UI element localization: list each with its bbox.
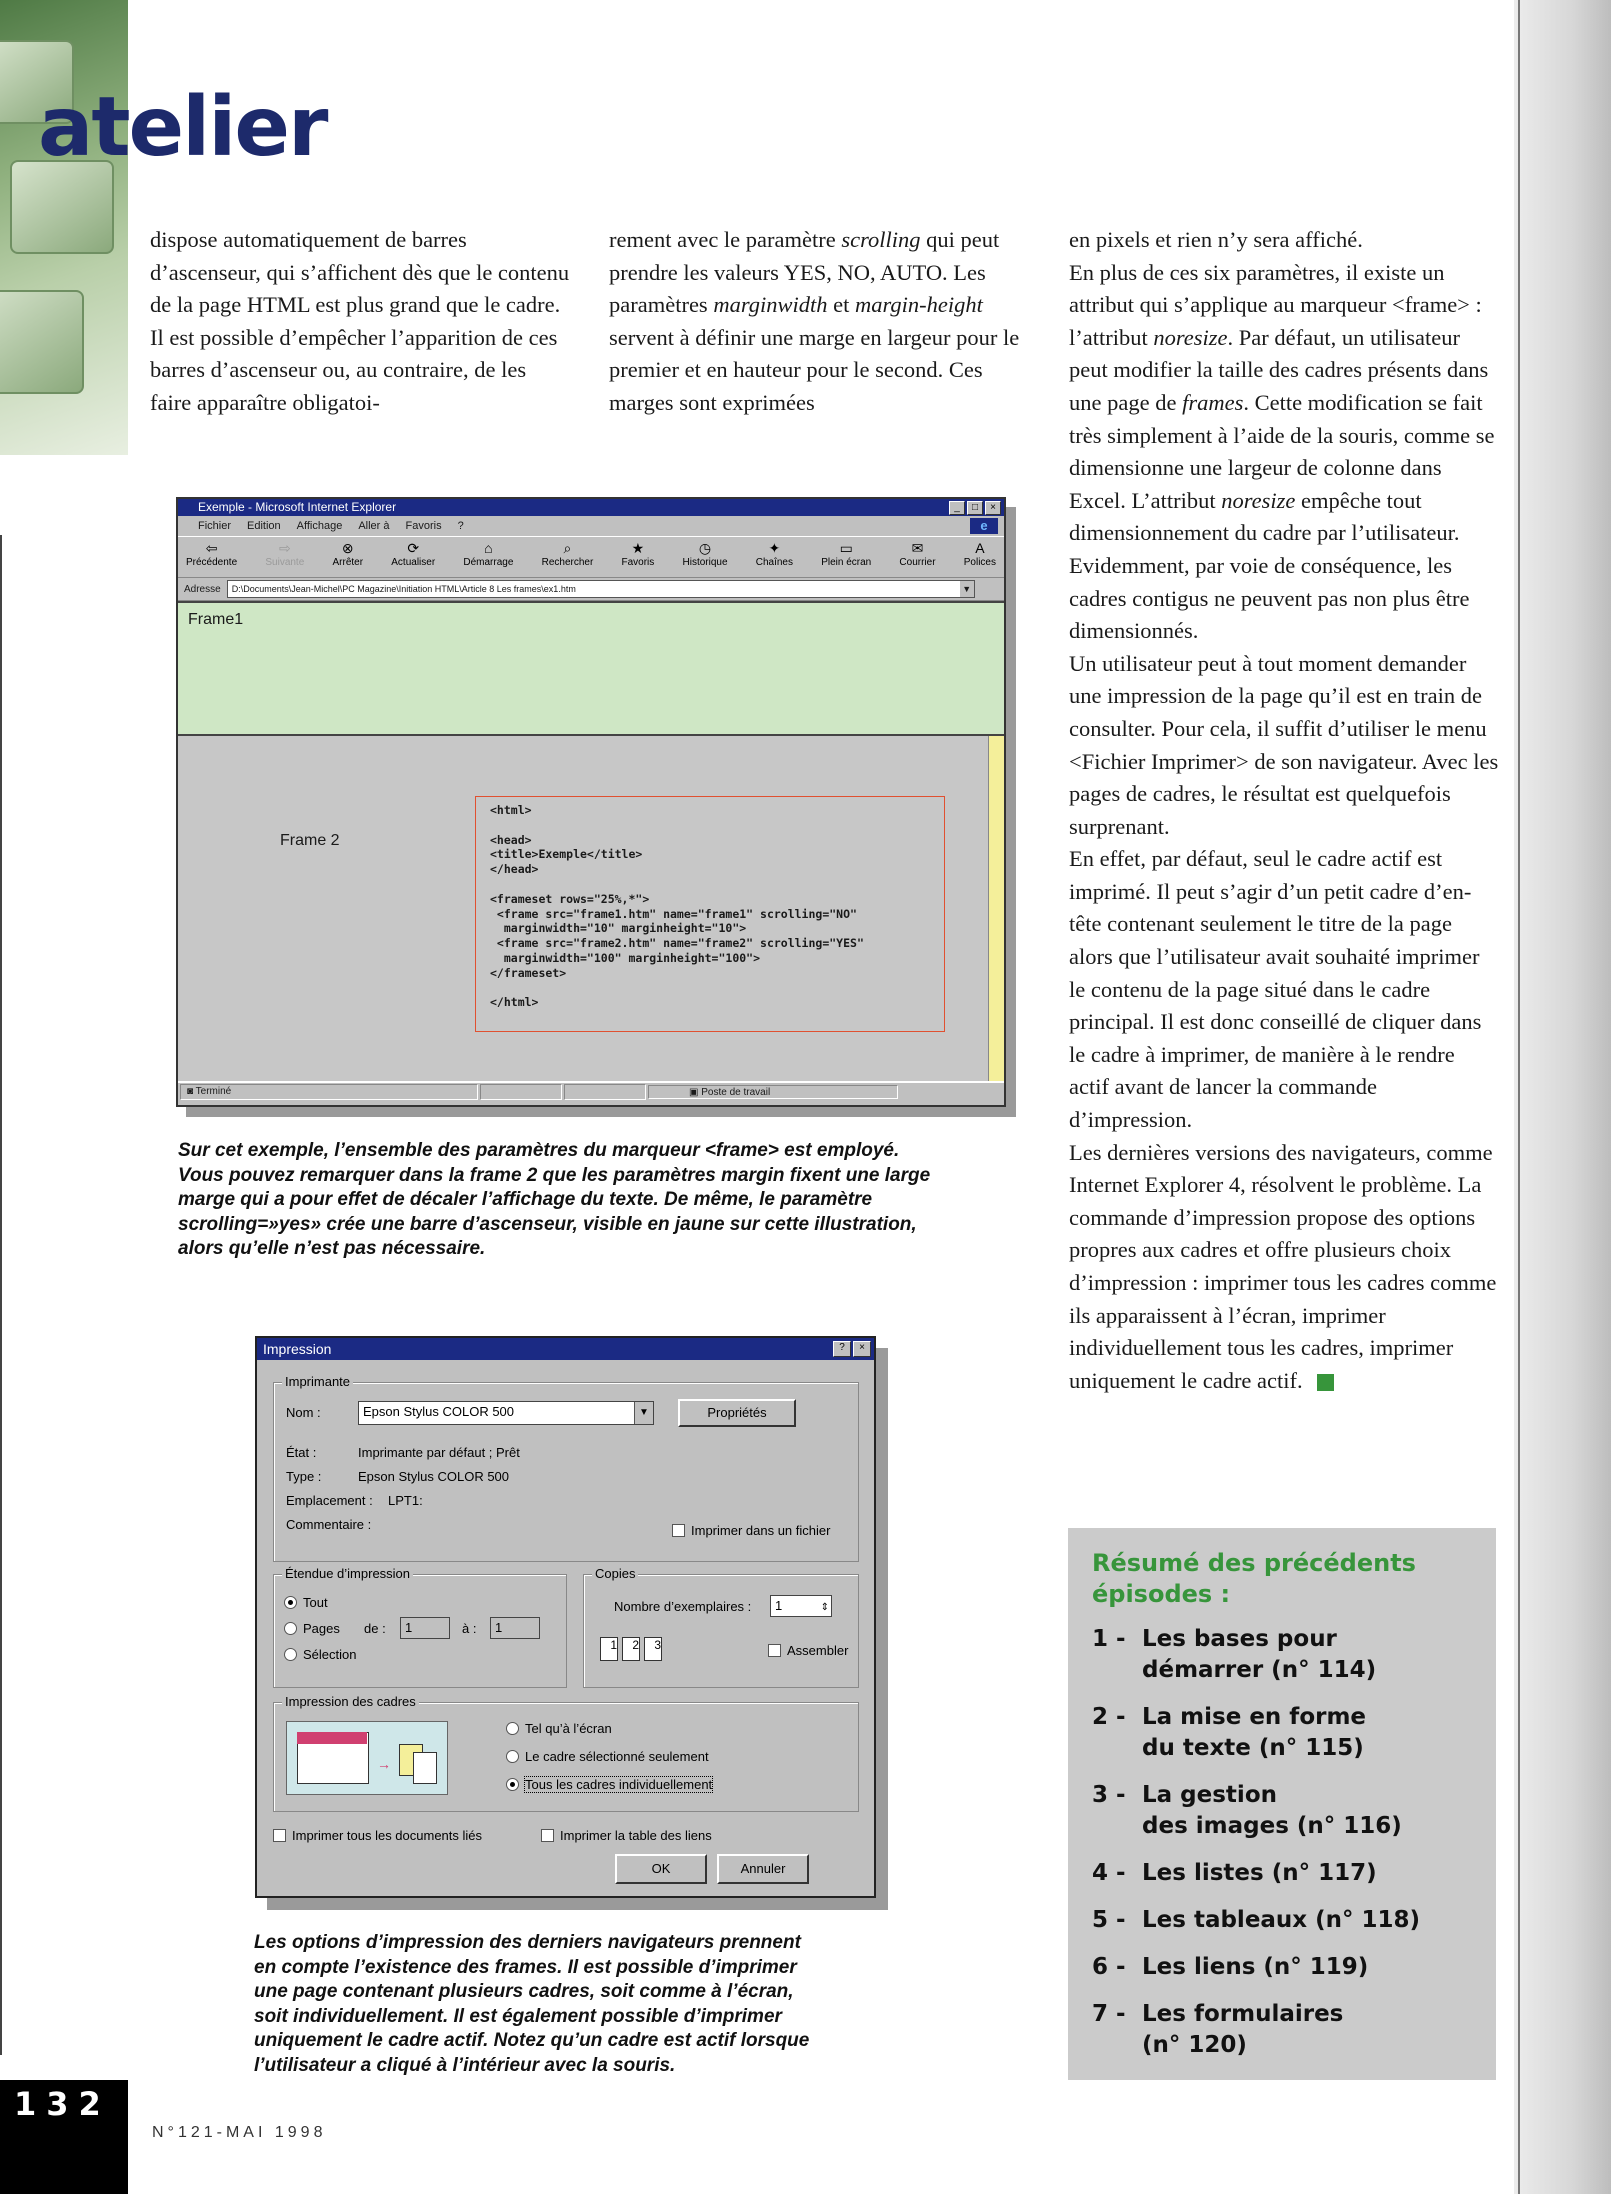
- status-text: ◙ Terminé: [180, 1084, 478, 1100]
- paragraph: rement avec le paramètre scrolling qui peut prendre les valeurs YES, NO, AUTO. Les paramètres marginwidth et margin-height servent à définir une marge en largeur pour le premier et en hauteur pour le second. Ces marges sont exprimées: [609, 227, 1020, 415]
- sidebar-title: Résumé des précédents épisodes :: [1092, 1549, 1416, 1608]
- figure-caption-1: Sur cet exemple, l’ensemble des paramètres du marqueur <frame> est employé. Vous pouvez remarquer dans la frame 2 que les paramètres margin fixent une large marge qui a pour effet de décaler l’affichage du texte. De même, le paramètre scrolling=»yes» crée une barre d’ascenseur, visible en jaune sur cette illustration, alors qu’elle n’est pas nécessaire.: [178, 1140, 931, 1259]
- stop-button[interactable]: ⊗ Arrêter: [332, 540, 364, 568]
- keyboard-key-shape: [0, 290, 84, 394]
- list-item: 5 - Les tableaux (n° 118): [1092, 1907, 1421, 1933]
- frames-selected-only-radio[interactable]: Le cadre sélectionné seulement: [506, 1749, 709, 1764]
- refresh-icon: ⟳: [407, 540, 420, 556]
- print-range-group: [273, 1566, 567, 1688]
- properties-button[interactable]: Propriétés: [678, 1399, 796, 1427]
- location-value: LPT1:: [388, 1493, 423, 1508]
- frames-print-group: [273, 1694, 859, 1812]
- collate-pages-icon: 1 2 3: [600, 1637, 662, 1661]
- list-item: 2 - La mise en forme du texte (n° 115): [1092, 1704, 1367, 1761]
- fullscreen-button[interactable]: ▭ Plein écran: [821, 540, 872, 568]
- menu-item-help[interactable]: ?: [457, 520, 464, 532]
- menu-item-favoris[interactable]: Favoris: [405, 520, 442, 532]
- state-label: État :: [286, 1445, 317, 1460]
- list-item: 3 - La gestion des images (n° 116): [1092, 1782, 1402, 1839]
- group-label: Copies: [592, 1566, 638, 1581]
- body-column-2: [609, 224, 1039, 420]
- printer-select[interactable]: Epson Stylus COLOR 500 ▼: [358, 1401, 654, 1425]
- page-icon: ◙: [187, 1086, 196, 1097]
- ie-menu-bar: [178, 516, 1004, 536]
- type-label: Type :: [286, 1469, 322, 1484]
- copies-stepper[interactable]: 1 ⇕: [770, 1595, 832, 1617]
- range-all-radio[interactable]: Tout: [284, 1595, 328, 1610]
- favorites-icon: ★: [631, 540, 645, 556]
- to-page-input[interactable]: 1: [490, 1617, 540, 1639]
- frames-individually-radio[interactable]: Tous les cadres individuellement: [506, 1777, 712, 1792]
- group-label: Étendue d’impression: [282, 1566, 413, 1581]
- list-item: 6 - Les liens (n° 119): [1092, 1954, 1369, 1980]
- paragraph: dispose automatiquement de barres d’ascenseur, qui s’affichent dès que le contenu de la page HTML est plus grand que le cadre. Il est possible d’empêcher l’apparition de ces barres d’ascenseur ou, au contraire, de les faire apparaître obligatoi-: [150, 227, 570, 415]
- channels-button[interactable]: ✦ Chaînes: [755, 540, 793, 568]
- section-title: atelier: [38, 80, 327, 175]
- print-linked-docs-checkbox[interactable]: Imprimer tous les documents liés: [273, 1828, 482, 1843]
- refresh-button[interactable]: ⟳ Actualiser: [391, 540, 436, 568]
- vertical-scrollbar[interactable]: [988, 736, 1004, 1081]
- name-label: Nom :: [286, 1405, 321, 1420]
- stop-icon: ⊗: [341, 540, 354, 556]
- from-page-input[interactable]: 1: [400, 1617, 450, 1639]
- collate-checkbox[interactable]: Assembler: [768, 1643, 848, 1658]
- paragraph: En plus de ces six paramètres, il existe un attribut qui s’applique au marqueur <frame> : l’attribut noresize. Par défaut, un utilisateur peut modifier la taille des cadres présents dans une page de frames. Cette modification se fait très simplement à l’aide de la souris, comme se dimensionne une largeur de colonne dans Excel. L’attribut noresize empêche tout dimensionnement du cadre par l’utilisateur. Evidemment, par voie de conséquence, les cadres contigus ne peuvent pas non plus être dimensionnés.: [1069, 259, 1495, 644]
- ok-button[interactable]: OK: [615, 1854, 707, 1884]
- menu-item-fichier[interactable]: Fichier: [198, 520, 232, 532]
- copies-label: Nombre d’exemplaires :: [614, 1599, 752, 1614]
- header-keyboard-image: [0, 0, 128, 455]
- status-cell: [480, 1084, 562, 1100]
- print-to-file-checkbox[interactable]: Imprimer dans un fichier: [672, 1523, 830, 1538]
- maximize-button[interactable]: □: [967, 501, 983, 515]
- end-mark-square: [1317, 1374, 1334, 1391]
- html-code-listing: <html> <head> <title>Exemple</title> </head> <frameset rows="25%,*"> <frame src="frame1.htm" name="frame1" scrolling="NO" marginwidth="10" marginheight="10"> <frame src="frame2.htm" name="frame2" scrolling="YES" marginwidth="100" marginheight="100"> </frameset> </html>: [475, 796, 945, 1032]
- mail-icon: ✉: [911, 540, 924, 556]
- chevron-down-icon[interactable]: ▼: [634, 1402, 653, 1424]
- close-button[interactable]: ×: [985, 501, 1001, 515]
- range-pages-radio[interactable]: Pages: [284, 1621, 340, 1636]
- printer-group: [273, 1374, 859, 1562]
- ie-title: Exemple - Microsoft Internet Explorer: [198, 500, 397, 514]
- frame2-area: [178, 736, 1004, 1081]
- forward-button[interactable]: ⇨ Suivante: [265, 540, 305, 568]
- fullscreen-icon: ▭: [839, 540, 853, 556]
- issue-info: N°121-MAI 1998: [152, 2124, 327, 2141]
- paragraph: Les dernières versions des navigateurs, comme Internet Explorer 4, résolvent le problème. La commande d’impression propose des options propres aux cadres et offre plusieurs choix d’impression : imprimer tous les cadres comme ils apparaissent à l’écran, imprimer individuellement tous les cadres, imprimer uniquement le cadre actif.: [1069, 1139, 1497, 1393]
- dialog-title-bar: [257, 1338, 874, 1360]
- history-button[interactable]: ◷ Historique: [682, 540, 728, 568]
- from-label: de :: [364, 1621, 386, 1636]
- list-item: 7 - Les formulaires (n° 120): [1092, 2001, 1344, 2058]
- paragraph: en pixels et rien n’y sera affiché.: [1069, 227, 1363, 252]
- frames-preview-icon: →: [286, 1721, 448, 1795]
- page-edge: [1514, 0, 1611, 2194]
- menu-item-edition[interactable]: Edition: [247, 520, 281, 532]
- ie-window-screenshot: [176, 497, 1006, 1107]
- channels-icon: ✦: [768, 540, 781, 556]
- home-icon: ⌂: [484, 540, 493, 556]
- address-bar: [178, 578, 1004, 601]
- back-button[interactable]: ⇦ Précédente: [186, 540, 238, 568]
- print-links-table-checkbox[interactable]: Imprimer la table des liens: [541, 1828, 712, 1843]
- minimize-button[interactable]: _: [949, 501, 965, 515]
- list-item: 4 - Les listes (n° 117): [1092, 1860, 1377, 1886]
- print-dialog: [255, 1336, 876, 1898]
- help-button[interactable]: ?: [833, 1341, 851, 1357]
- body-column-1: [150, 224, 570, 420]
- history-icon: ◷: [698, 540, 712, 556]
- cancel-button[interactable]: Annuler: [717, 1854, 809, 1884]
- page-number: 132: [14, 2085, 111, 2123]
- forward-arrow-icon: ⇨: [278, 540, 291, 556]
- group-label: Impression des cadres: [282, 1694, 419, 1709]
- location-label: Emplacement :: [286, 1493, 373, 1508]
- frame1-label: Frame1: [188, 611, 244, 628]
- group-label: Imprimante: [282, 1374, 353, 1389]
- frame1-area: [178, 601, 1004, 736]
- mail-button[interactable]: ✉ Courrier: [899, 540, 936, 568]
- ie-logo-icon: e: [970, 518, 998, 534]
- paragraph: En effet, par défaut, seul le cadre actif est imprimé. Il peut s’agir d’un petit cadre d’en-tête contenant seulement le titre de la page alors que l’utilisateur avait souhaité imprimer le contenu de la page situé dans le cadre principal. Il est donc conseillé de cliquer dans le cadre à imprimer, de manière à le rendre actif avant de lancer la commande d’impression.: [1069, 846, 1482, 1133]
- ie-title-bar: [178, 499, 1004, 516]
- computer-icon: ▣: [689, 1087, 702, 1098]
- address-input[interactable]: D:\Documents\Jean-Michel\PC Magazine\Initiation HTML\Article 8 Les frames\ex1.htm ▼: [227, 580, 975, 598]
- back-arrow-icon: ⇦: [205, 540, 218, 556]
- search-button[interactable]: ⌕ Rechercher: [541, 540, 594, 568]
- left-rule: [0, 535, 2, 2055]
- fonts-button[interactable]: A Polices: [963, 540, 996, 568]
- frame2-label: Frame 2: [280, 832, 340, 849]
- comment-label: Commentaire :: [286, 1517, 372, 1532]
- favorites-button[interactable]: ★ Favoris: [621, 540, 655, 568]
- spin-arrows-icon[interactable]: ⇕: [820, 1602, 829, 1613]
- menu-item-aller[interactable]: Aller à: [358, 520, 390, 532]
- previous-episodes-box: [1068, 1528, 1496, 2080]
- search-icon: ⌕: [563, 540, 572, 556]
- type-value: Epson Stylus COLOR 500: [358, 1469, 510, 1484]
- figure-caption-2: Les options d’impression des derniers navigateurs prennent en compte l’existence des frames. Il est possible d’imprimer une page contenant plusieurs cadres, soit comme à l’écran, soit individuellement. Il est également possible d’imprimer uniquement le cadre actif. Notez qu’un cadre est actif lorsque l’utilisateur a cliqué à l’intérieur avec la souris.: [254, 1932, 810, 2076]
- to-label: à :: [462, 1621, 477, 1636]
- home-button[interactable]: ⌂ Démarrage: [463, 540, 514, 568]
- page-edge-line: [1518, 0, 1520, 2194]
- frames-as-screen-radio[interactable]: Tel qu’à l’écran: [506, 1721, 612, 1736]
- range-selection-radio[interactable]: Sélection: [284, 1647, 356, 1662]
- status-cell: [564, 1084, 646, 1100]
- address-label: Adresse: [184, 583, 221, 595]
- list-item: 1 - Les bases pour démarrer (n° 114): [1092, 1626, 1377, 1683]
- fonts-icon: A: [975, 540, 985, 556]
- paragraph: Un utilisateur peut à tout moment demander une impression de la page qu’il est en train de consulter. Pour cela, il suffit d’utiliser le menu <Fichier Imprimer> de son navigateur. Avec les pages de cadres, le résultat est quelquefois surprenant.: [1069, 650, 1499, 839]
- close-button[interactable]: ×: [853, 1341, 871, 1357]
- menu-item-affichage[interactable]: Affichage: [296, 520, 343, 532]
- chevron-down-icon[interactable]: ▼: [960, 581, 974, 597]
- ie-toolbar: [178, 536, 1004, 578]
- status-zone: ▣ Poste de travail: [648, 1085, 898, 1099]
- dialog-title: Impression: [263, 1341, 332, 1357]
- body-column-3: [1069, 224, 1499, 1397]
- state-value: Imprimante par défaut ; Prêt: [358, 1445, 520, 1460]
- copies-group: [583, 1566, 859, 1688]
- status-bar: [178, 1081, 1004, 1101]
